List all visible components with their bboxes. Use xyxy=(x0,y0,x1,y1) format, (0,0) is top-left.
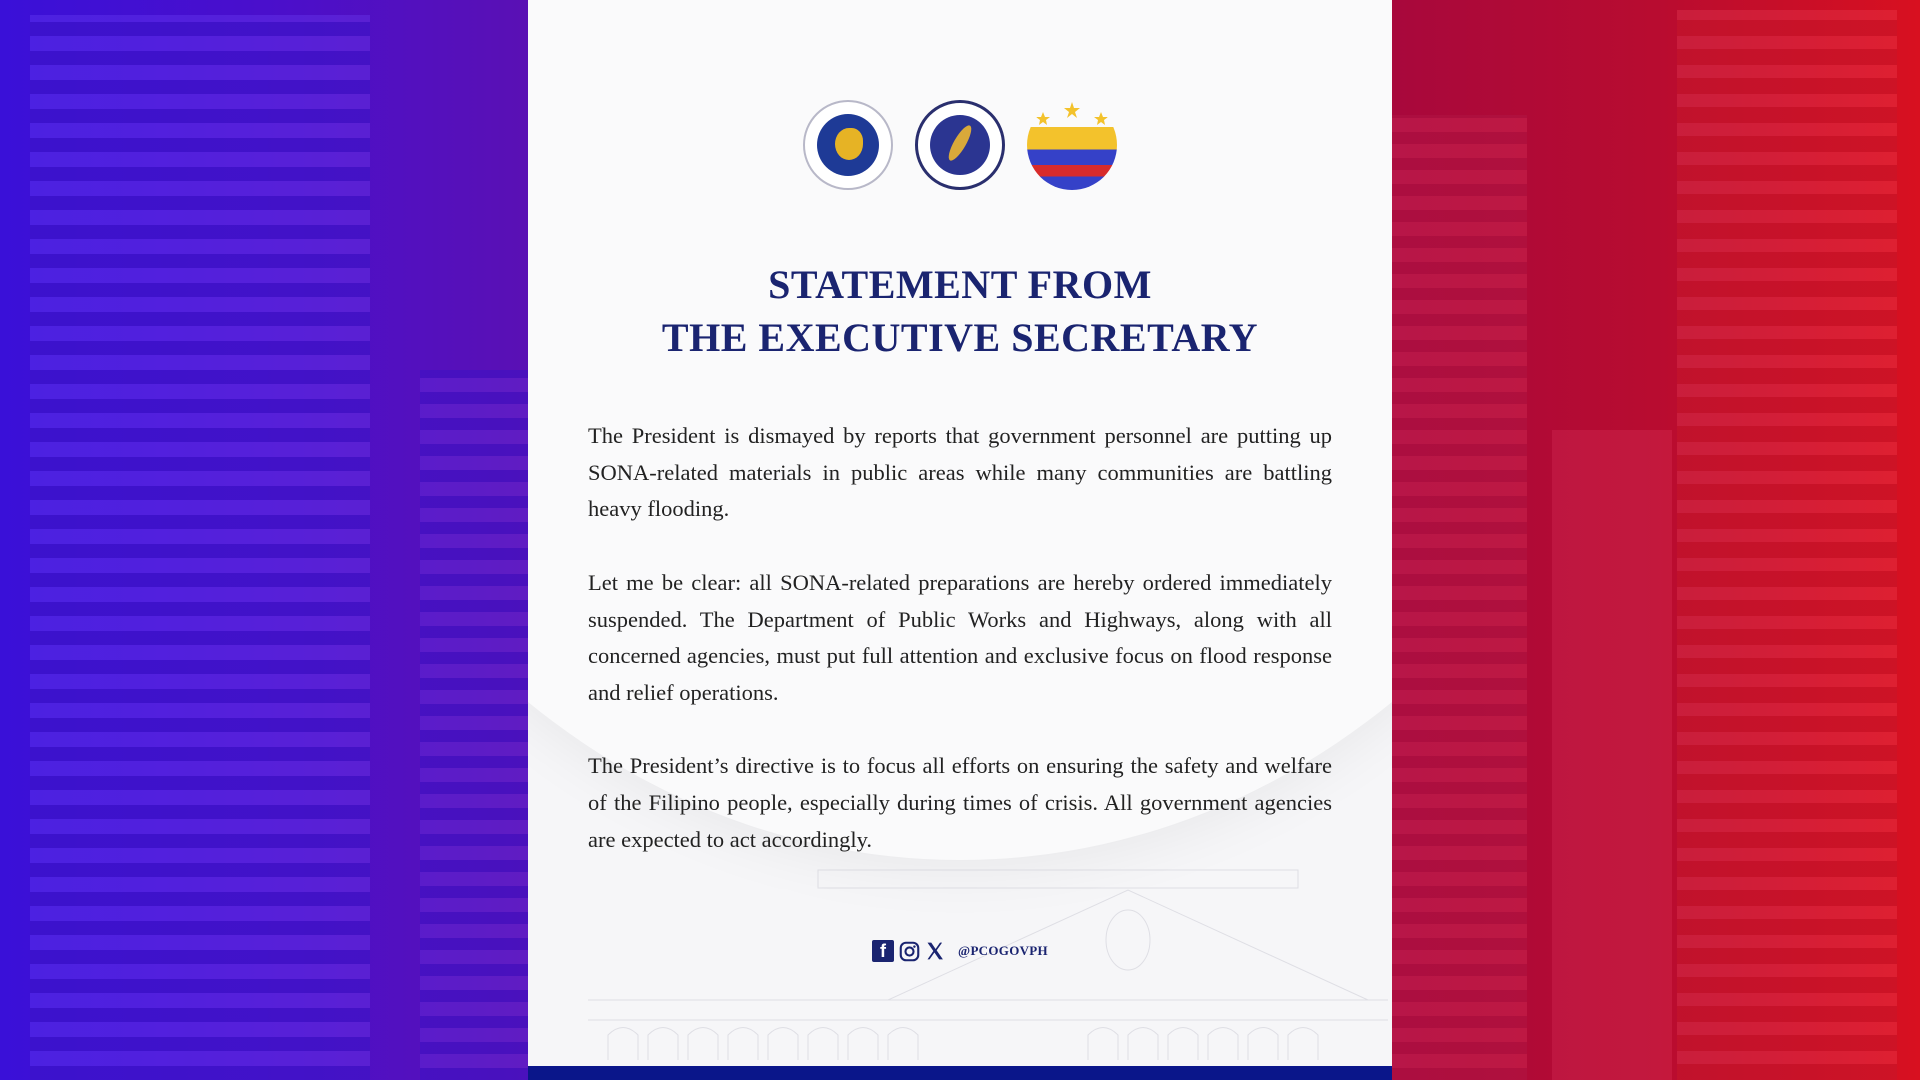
statement-body xyxy=(588,418,1332,895)
logo-row xyxy=(528,100,1392,192)
paragraph-1: The President is dismayed by reports that government personnel are putting up SONA-related materials in public areas while many communities are battling heavy flooding. xyxy=(588,423,1332,522)
instagram-icon[interactable] xyxy=(898,940,920,962)
background-right-red xyxy=(1392,0,1920,1080)
title-line-2: THE EXECUTIVE SECRETARY xyxy=(661,315,1259,360)
building-silhouette xyxy=(30,15,370,1080)
social-handle: @PCOGOVPH xyxy=(958,943,1048,958)
title-line-1: STATEMENT FROM xyxy=(768,262,1152,307)
footer-bar xyxy=(528,1066,1392,1080)
page-title xyxy=(528,258,1392,364)
building-silhouette xyxy=(420,370,528,1080)
osec-seal-logo xyxy=(803,100,893,190)
building-silhouette xyxy=(1392,115,1527,1080)
sun-stars-icon xyxy=(1027,100,1117,190)
x-icon[interactable] xyxy=(924,940,946,962)
social-handles xyxy=(528,940,1392,962)
paragraph-3: The President’s directive is to focus all efforts on ensuring the safety and welfare of the Filipino people, especially during times of crisis. All government agencies are expected to act accordingly. xyxy=(588,753,1332,852)
background-left-purple xyxy=(0,0,528,1080)
facebook-icon[interactable]: f xyxy=(872,940,894,962)
building-silhouette xyxy=(1552,430,1672,1080)
building-silhouette xyxy=(1677,10,1897,1080)
bagong-pilipinas-logo xyxy=(1027,100,1117,190)
pco-seal-logo xyxy=(915,100,1005,190)
paragraph-2: Let me be clear: all SONA-related preparations are hereby ordered immediately suspended. The Department of Public Works and Highways, along with all concerned agencies, must put full attention and exclusive focus on flood response and relief operations. xyxy=(588,569,1332,705)
statement-panel xyxy=(528,0,1392,1080)
